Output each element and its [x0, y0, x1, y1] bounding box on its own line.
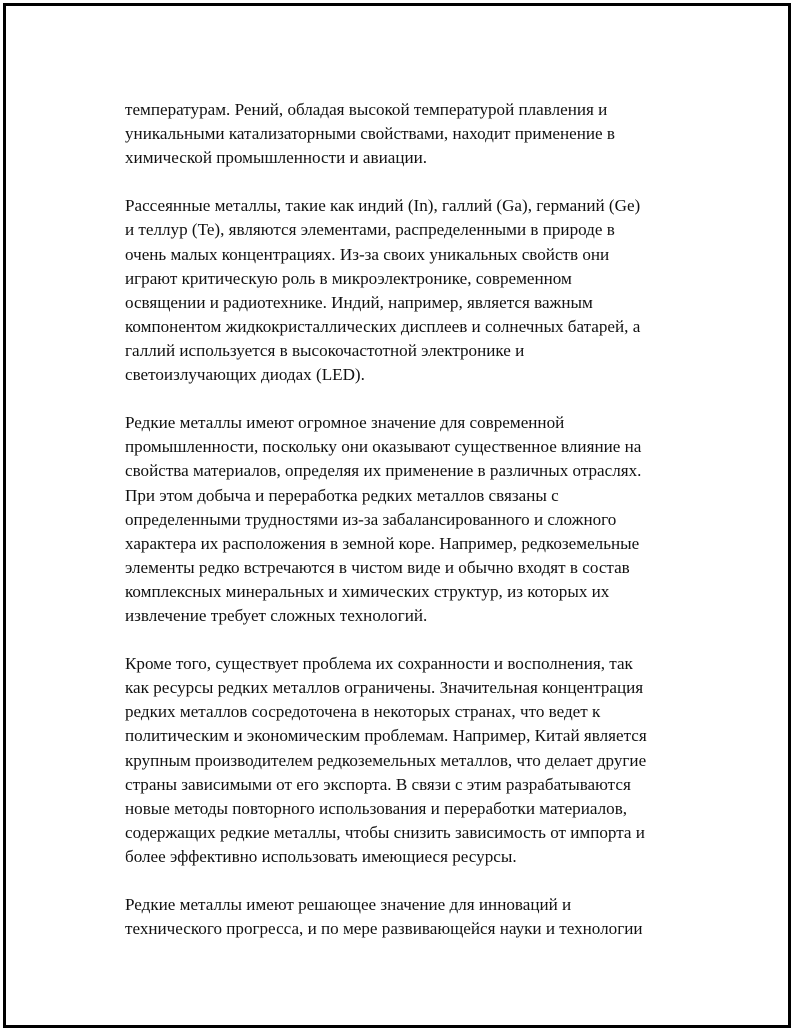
text-line: светоизлучающих диодах (LED).: [125, 365, 365, 385]
text-line: галлий используется в высокочастотной электронике и: [125, 340, 525, 360]
text-line: страны зависимыми от его экспорта. В связи с этим разрабатываются: [125, 774, 631, 794]
text-line: температурам. Рений, обладая высокой температурой плавления и: [125, 100, 608, 119]
text-line: более эффективно использовать имеющиеся ресурсы.: [125, 846, 517, 866]
text-line: политическим и экономическим проблемам. Например, Китай является: [125, 726, 647, 746]
paragraph-3: [125, 411, 695, 628]
document-body: [125, 98, 695, 965]
text-line: редких металлов сосредоточена в некоторых странах, что ведет к: [125, 702, 601, 722]
paragraph-5: [125, 893, 695, 941]
text-line: комплексных минеральных и химических структур, из которых их: [125, 581, 610, 601]
text-line: промышленности, поскольку они оказывают существенное влияние на: [125, 437, 642, 457]
text-line: химической промышленности и авиации.: [125, 148, 428, 168]
paragraph-4: [125, 652, 695, 869]
text-line: компонентом жидкокристаллических дисплеев и солнечных батарей, а: [125, 316, 641, 336]
text-line: свойства материалов, определяя их применение в различных отраслях.: [125, 461, 642, 481]
text-line: Кроме того, существует проблема их сохранности и восполнения, так: [125, 654, 633, 674]
text-line: При этом добыча и переработка редких металлов связаны с: [125, 485, 559, 505]
text-line: играют критическую роль в микроэлектронике, современном: [125, 268, 572, 288]
text-line: содержащих редкие металлы, чтобы снизить зависимость от импорта и: [125, 822, 645, 842]
text-line: Редкие металлы имеют огромное значение для современной: [125, 413, 565, 433]
text-line: и теллур (Te), являются элементами, распределенными в природе в: [125, 220, 615, 240]
paragraph-2: [125, 194, 695, 387]
paragraph-1: [125, 98, 695, 170]
text-line: новые методы повторного использования и переработки материалов,: [125, 798, 628, 818]
text-line: определенными трудностями из-за забалансированного и сложного: [125, 509, 617, 529]
text-line: характера их расположения в земной коре. Например, редкоземельные: [125, 533, 640, 553]
text-line: извлечение требует сложных технологий.: [125, 605, 428, 625]
text-line: очень малых концентрациях. Из-за своих уникальных свойств они: [125, 244, 610, 264]
text-line: технического прогресса, и по мере развивающейся науки и технологии: [125, 919, 643, 939]
text-line: крупным производителем редкоземельных металлов, что делает другие: [125, 750, 647, 770]
text-line: освящении и радиотехнике. Индий, например, является важным: [125, 292, 593, 312]
text-line: как ресурсы редких металлов ограничены. Значительная концентрация: [125, 678, 644, 698]
page-frame: [3, 3, 791, 1028]
text-line: Редкие металлы имеют решающее значение для инноваций и: [125, 895, 572, 915]
text-line: элементы редко встречаются в чистом виде и обычно входят в состав: [125, 557, 630, 577]
text-line: Рассеянные металлы, такие как индий (In), галлий (Ga), германий (Ge): [125, 196, 641, 216]
text-line: уникальными катализаторными свойствами, находит применение в: [125, 124, 615, 144]
